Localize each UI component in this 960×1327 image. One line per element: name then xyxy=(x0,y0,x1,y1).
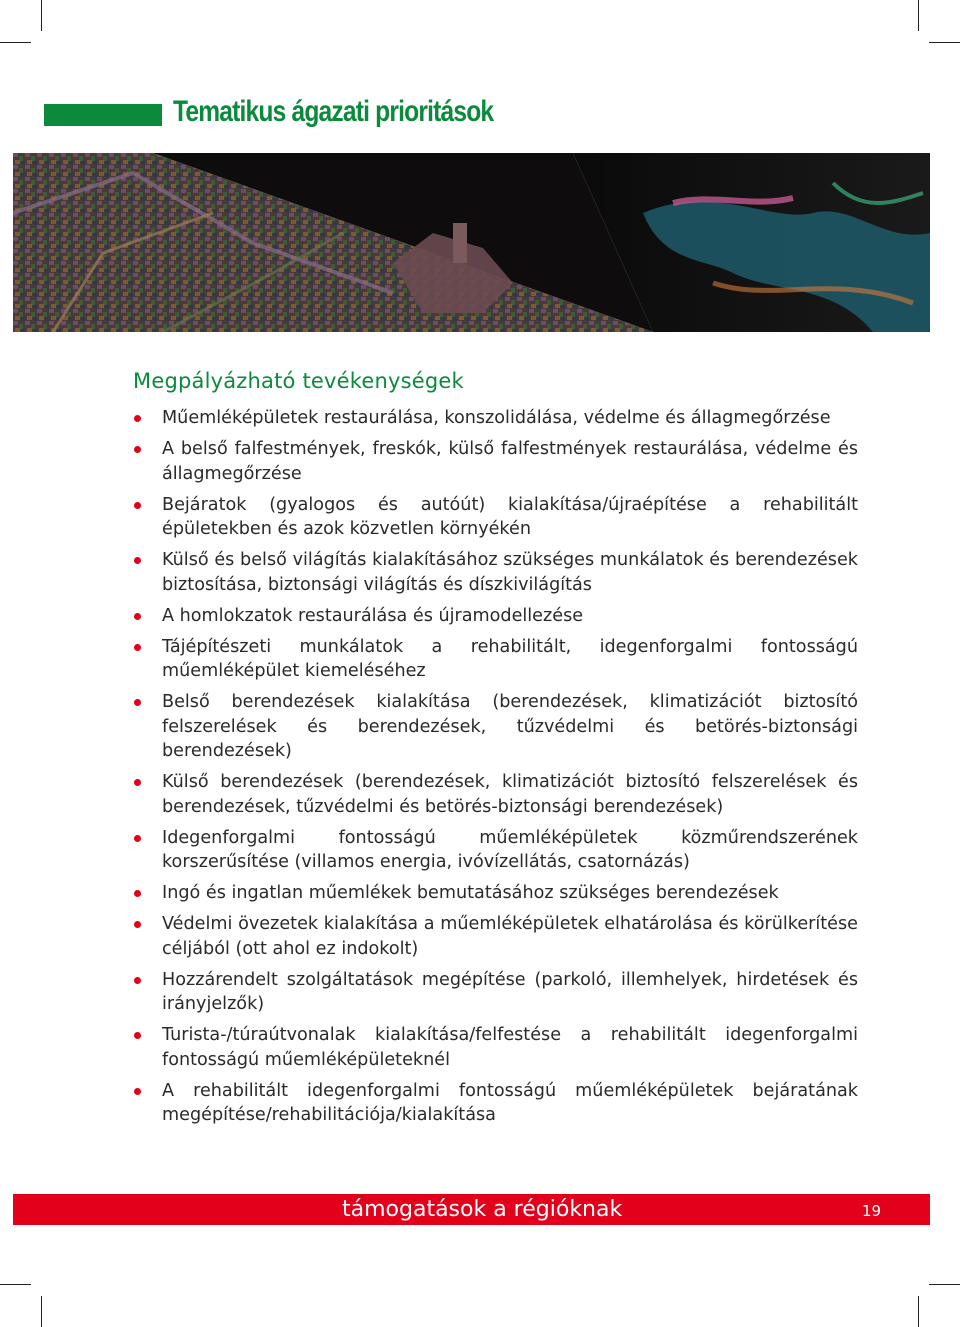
bullet-dot-icon xyxy=(134,1088,141,1095)
bullet-dot-icon xyxy=(134,613,141,620)
crop-mark xyxy=(41,0,42,31)
crop-mark xyxy=(0,1284,31,1285)
bullet-dot-icon xyxy=(134,699,141,706)
list-item: A rehabilitált idegenforgalmi fontosságú műemléképületek bejáratának megépítése/rehabilitációja/kialakítása xyxy=(133,1079,858,1128)
footer-text: támogatások a régióknak xyxy=(342,1197,623,1222)
bullet-dot-icon xyxy=(134,446,141,453)
page-number: 19 xyxy=(862,1202,882,1220)
list-item: Turista-/túraútvonalak kialakítása/felfestése a rehabilitált idegenforgalmi fontosságú műemléképületeknél xyxy=(133,1023,858,1072)
section-title: Megpályázható tevékenységek xyxy=(133,369,464,393)
list-item: Műemléképületek restaurálása, konszolidálása, védelme és állagmegőrzése xyxy=(133,406,858,431)
bullet-dot-icon xyxy=(134,779,141,786)
crop-mark xyxy=(0,42,31,43)
crop-mark xyxy=(918,1296,919,1327)
list-item: A belső falfestmények, freskók, külső falfestmények restaurálása, védelme és állagmegőrzése xyxy=(133,437,858,486)
bullet-dot-icon xyxy=(134,644,141,651)
hero-photo-collage xyxy=(13,153,930,332)
bullet-dot-icon xyxy=(134,557,141,564)
bullet-dot-icon xyxy=(134,835,141,842)
list-item: Ingó és ingatlan műemlékek bemutatásához szükséges berendezések xyxy=(133,881,858,906)
bullet-dot-icon xyxy=(134,977,141,984)
list-item: Külső berendezések (berendezések, klimatizációt biztosító felszerelések és berendezések, tűzvédelmi és betörés-biztonsági berendezések) xyxy=(133,770,858,819)
aerial-city-photo-icon xyxy=(13,153,930,332)
bullet-dot-icon xyxy=(134,415,141,422)
list-item: Védelmi övezetek kialakítása a műemléképületek elhatárolása és körülkerítése céljából (ott ahol ez indokolt) xyxy=(133,912,858,961)
bullet-dot-icon xyxy=(134,1032,141,1039)
list-item: Hozzárendelt szolgáltatások megépítése (parkoló, illemhelyek, hirdetések és irányjelzők) xyxy=(133,968,858,1017)
crop-mark xyxy=(41,1296,42,1327)
crop-mark xyxy=(918,0,919,31)
list-item: Tájépítészeti munkálatok a rehabilitált, idegenforgalmi fontosságú műemléképület kiemeléséhez xyxy=(133,635,858,684)
list-item: Bejáratok (gyalogos és autóút) kialakítása/újraépítése a rehabilitált épületekben és azok közvetlen környékén xyxy=(133,493,858,542)
crop-mark xyxy=(929,42,960,43)
list-item: Külső és belső világítás kialakításához szükséges munkálatok és berendezések biztosítása, biztonsági világítás és díszkivilágítás xyxy=(133,548,858,597)
list-item: Idegenforgalmi fontosságú műemléképületek közműrendszerének korszerűsítése (villamos energia, ivóvízellátás, csatornázás) xyxy=(133,826,858,875)
crop-mark xyxy=(929,1284,960,1285)
bullet-dot-icon xyxy=(134,502,141,509)
activity-list xyxy=(133,406,858,1134)
bullet-dot-icon xyxy=(134,921,141,928)
header-accent-bar xyxy=(44,104,162,126)
list-item: Belső berendezések kialakítása (berendezések, klimatizációt biztosító felszerelések és berendezések, tűzvédelmi és betörés-biztonsági berendezések) xyxy=(133,690,858,764)
list-item: A homlokzatok restaurálása és újramodellezése xyxy=(133,604,858,629)
page-title: Tematikus ágazati prioritások xyxy=(173,95,494,128)
bullet-dot-icon xyxy=(134,890,141,897)
